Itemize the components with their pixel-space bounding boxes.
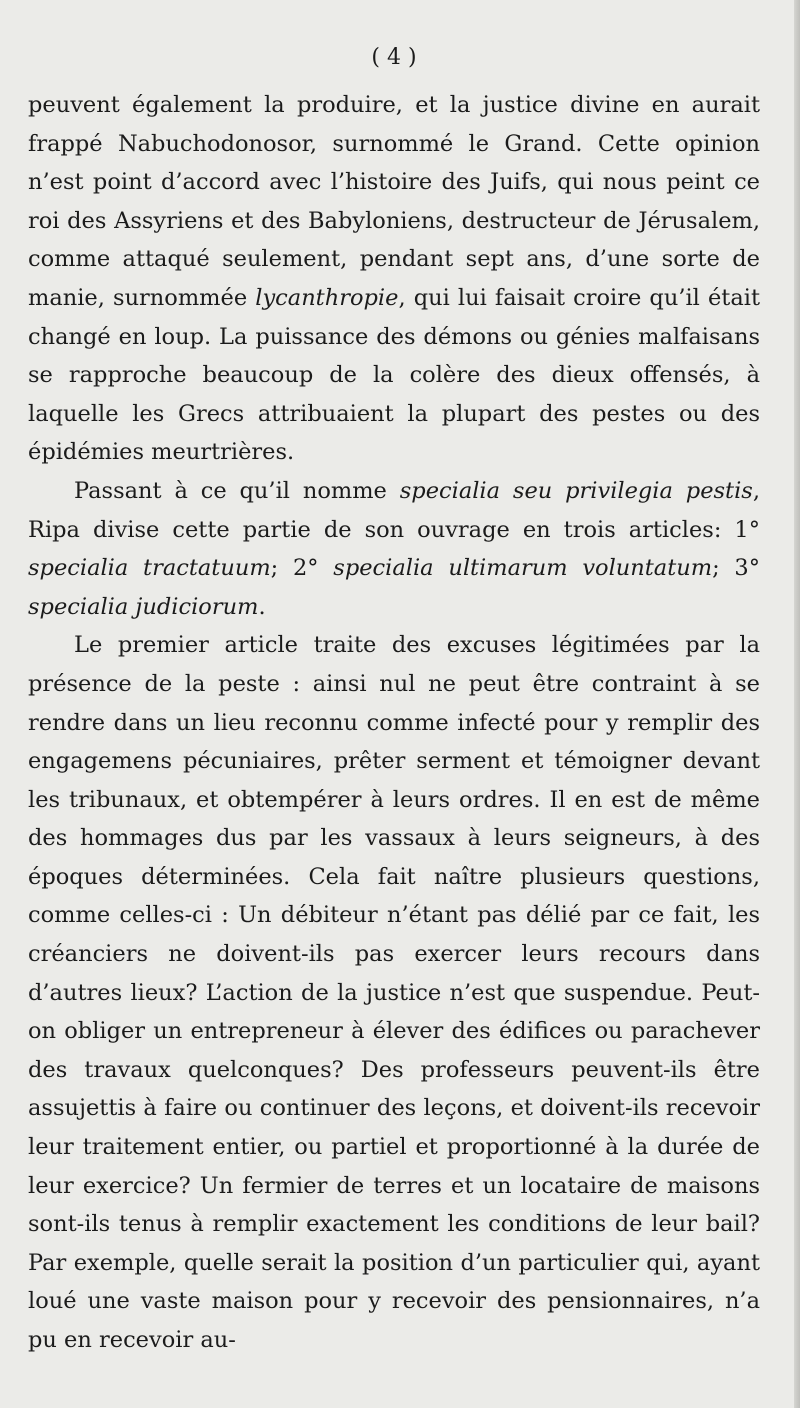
text-run: Le premier article traite des excuses légitimées par la présence de la peste : ainsi nul ne peut être contraint à se rendre dans un lieu reconnu comme infecté pour y remplir des engagemens pécuniaires, prêter serment et témoigner devant les tribunaux, et obtempérer à leurs ordres. Il en est de même des hommages dus par les vassaux à leurs seigneurs, à des époques déterminées. Cela fait naître plusieurs questions, comme celles-ci : Un débiteur n’étant pas délié par ce fait, les créanciers ne doivent-ils pas exercer leurs recours dans d’autres lieux? L’action de la justice n’est que suspendue. Peut-on obliger un entrepreneur à élever des édifices ou parachever des travaux quelconques? Des professeurs peuvent-ils être assujettis à faire ou continuer des leçons, et doivent-ils recevoir leur traitement entier, ou partiel et proportionné à la durée de leur exercice? Un fermier de terres et un locataire de maisons sont-ils tenus à remplir exactement les conditions de leur bail? Par exemple, quelle serait la position d’un particulier qui, ayant loué une vaste maison pour y recevoir des pensionnaires, n’a pu en recevoir au- bbox=[28, 632, 760, 1353]
text-run: , Ripa divise cette partie de son ouvrage en trois articles: 1° bbox=[28, 477, 760, 543]
page-number: ( 4 ) bbox=[371, 45, 417, 70]
text-run: Passant à ce qu’il nomme bbox=[74, 477, 400, 504]
text-run: ; 2° bbox=[270, 555, 334, 582]
italic-text: specialia judiciorum bbox=[28, 593, 259, 620]
text-run: ; 3° bbox=[712, 555, 760, 582]
text-run: . bbox=[258, 593, 266, 620]
italic-text: lycanthropie bbox=[255, 284, 399, 311]
italic-text: specialia tractatuum bbox=[28, 555, 271, 582]
text-run: , qui lui faisait croire qu’il était changé en loup. La puissance des démons ou génies malfaisans se rapproche beaucoup de la colère des dieux offensés, à laquelle les Grecs attribuaient la plupart des pestes ou des épidémies meurtrières. bbox=[28, 284, 760, 466]
italic-text: specialia ultimarum voluntatum bbox=[333, 555, 713, 582]
text-run: peuvent également la produire, et la justice divine en aurait frappé Nabuchodonosor, surnommé le Grand. Cette opinion n’est point d’accord avec l’histoire des Juifs, qui nous peint ce roi des Assyriens et des Babyloniens, destructeur de Jérusalem, comme attaqué seulement, pendant sept ans, d’une sorte de manie, surnommée bbox=[28, 92, 760, 311]
paragraph bbox=[28, 472, 760, 626]
italic-text: specialia seu privilegia pestis bbox=[399, 477, 753, 504]
paragraph bbox=[28, 626, 760, 1359]
body-text bbox=[28, 86, 760, 1360]
paragraph bbox=[28, 86, 760, 472]
page-edge bbox=[794, 0, 800, 1408]
